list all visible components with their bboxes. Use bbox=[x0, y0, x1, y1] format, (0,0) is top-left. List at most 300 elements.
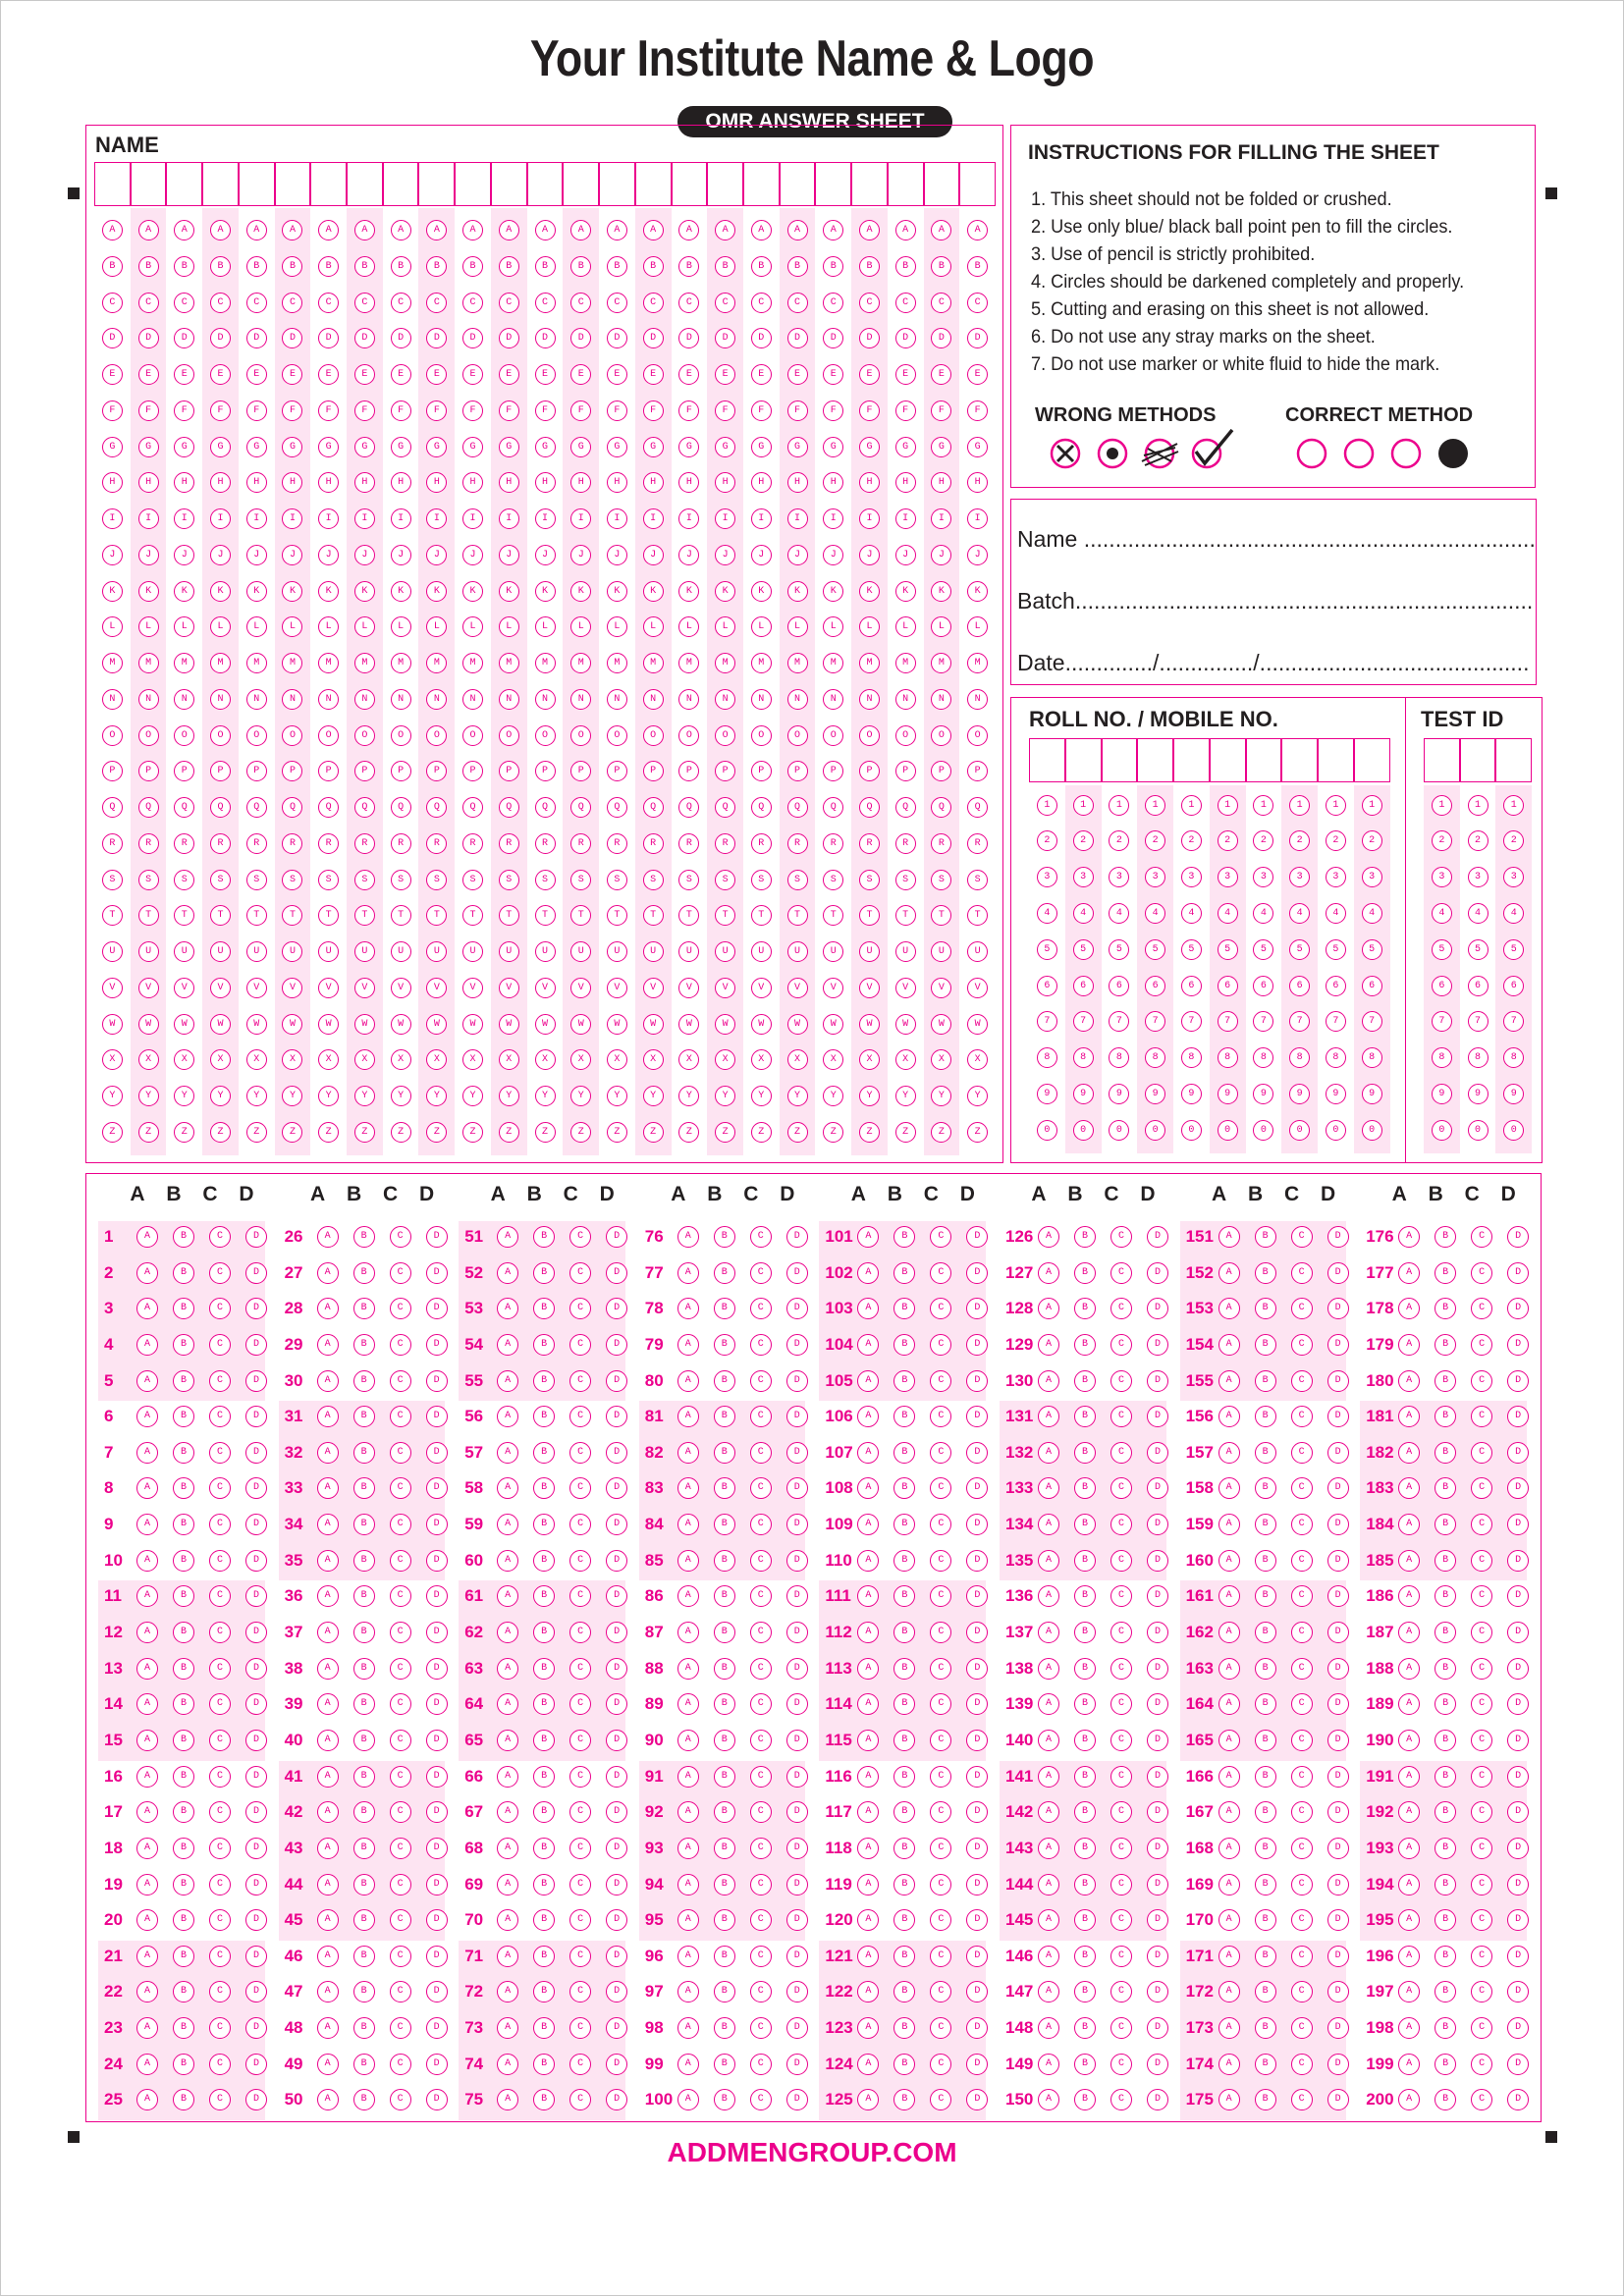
name-bubble-i[interactable]: I bbox=[570, 508, 591, 529]
name-bubble-w[interactable]: W bbox=[715, 1014, 735, 1035]
answer-bubble-a[interactable]: A bbox=[317, 1226, 339, 1248]
test-id-bubble-0[interactable]: 0 bbox=[1468, 1120, 1489, 1141]
answer-bubble-d[interactable]: D bbox=[245, 1226, 267, 1248]
name-bubble-e[interactable]: E bbox=[318, 364, 339, 385]
name-bubble-z[interactable]: Z bbox=[751, 1122, 772, 1143]
name-bubble-c[interactable]: C bbox=[931, 293, 951, 313]
answer-bubble-d[interactable]: D bbox=[1507, 1730, 1529, 1751]
name-fill-line[interactable]: Name ........................................................................ bbox=[1017, 526, 1536, 552]
name-bubble-t[interactable]: T bbox=[138, 905, 159, 926]
name-bubble-q[interactable]: Q bbox=[354, 797, 375, 818]
answer-bubble-d[interactable]: D bbox=[245, 1838, 267, 1859]
answer-bubble-c[interactable]: C bbox=[1110, 1946, 1132, 1967]
name-bubble-w[interactable]: W bbox=[931, 1014, 951, 1035]
roll-bubble-9[interactable]: 9 bbox=[1109, 1084, 1129, 1104]
name-bubble-h[interactable]: H bbox=[859, 472, 880, 493]
name-bubble-r[interactable]: R bbox=[643, 833, 664, 854]
answer-bubble-b[interactable]: B bbox=[893, 1262, 915, 1284]
name-bubble-t[interactable]: T bbox=[715, 905, 735, 926]
name-bubble-p[interactable]: P bbox=[426, 761, 447, 781]
name-bubble-g[interactable]: G bbox=[678, 437, 699, 457]
answer-bubble-a[interactable]: A bbox=[857, 1298, 879, 1319]
answer-bubble-b[interactable]: B bbox=[533, 1981, 555, 2002]
name-bubble-t[interactable]: T bbox=[174, 905, 194, 926]
answer-bubble-a[interactable]: A bbox=[136, 1622, 158, 1643]
roll-bubble-1[interactable]: 1 bbox=[1289, 795, 1310, 816]
answer-bubble-b[interactable]: B bbox=[1255, 1406, 1276, 1427]
answer-bubble-a[interactable]: A bbox=[497, 1262, 518, 1284]
answer-bubble-a[interactable]: A bbox=[317, 1622, 339, 1643]
answer-bubble-c[interactable]: C bbox=[209, 1334, 231, 1356]
name-bubble-f[interactable]: F bbox=[678, 400, 699, 421]
answer-bubble-a[interactable]: A bbox=[857, 1477, 879, 1499]
name-bubble-g[interactable]: G bbox=[282, 437, 302, 457]
answer-bubble-d[interactable]: D bbox=[606, 1442, 627, 1464]
name-bubble-j[interactable]: J bbox=[967, 545, 988, 565]
name-bubble-a[interactable]: A bbox=[823, 220, 843, 240]
name-bubble-h[interactable]: H bbox=[643, 472, 664, 493]
name-bubble-e[interactable]: E bbox=[823, 364, 843, 385]
answer-bubble-c[interactable]: C bbox=[1291, 1406, 1313, 1427]
answer-bubble-b[interactable]: B bbox=[893, 1981, 915, 2002]
answer-bubble-a[interactable]: A bbox=[857, 1334, 879, 1356]
name-bubble-l[interactable]: L bbox=[715, 616, 735, 637]
answer-bubble-b[interactable]: B bbox=[1074, 1298, 1096, 1319]
name-bubble-m[interactable]: M bbox=[751, 653, 772, 673]
answer-bubble-a[interactable]: A bbox=[857, 1730, 879, 1751]
answer-bubble-b[interactable]: B bbox=[1255, 1730, 1276, 1751]
name-bubble-m[interactable]: M bbox=[318, 653, 339, 673]
name-bubble-y[interactable]: Y bbox=[535, 1086, 556, 1106]
name-bubble-m[interactable]: M bbox=[391, 653, 411, 673]
name-bubble-w[interactable]: W bbox=[823, 1014, 843, 1035]
roll-bubble-2[interactable]: 2 bbox=[1326, 830, 1346, 851]
name-bubble-h[interactable]: H bbox=[678, 472, 699, 493]
name-bubble-o[interactable]: O bbox=[318, 725, 339, 746]
name-bubble-i[interactable]: I bbox=[246, 508, 267, 529]
roll-bubble-9[interactable]: 9 bbox=[1145, 1084, 1165, 1104]
name-bubble-v[interactable]: V bbox=[282, 978, 302, 998]
name-bubble-i[interactable]: I bbox=[102, 508, 123, 529]
answer-bubble-d[interactable]: D bbox=[606, 1909, 627, 1931]
name-bubble-m[interactable]: M bbox=[499, 653, 519, 673]
name-bubble-w[interactable]: W bbox=[751, 1014, 772, 1035]
name-bubble-b[interactable]: B bbox=[499, 256, 519, 277]
name-bubble-c[interactable]: C bbox=[607, 293, 627, 313]
answer-bubble-d[interactable]: D bbox=[966, 1874, 988, 1896]
answer-bubble-b[interactable]: B bbox=[173, 1766, 194, 1788]
name-bubble-e[interactable]: E bbox=[607, 364, 627, 385]
answer-bubble-a[interactable]: A bbox=[317, 2054, 339, 2075]
answer-bubble-a[interactable]: A bbox=[317, 1766, 339, 1788]
name-bubble-t[interactable]: T bbox=[535, 905, 556, 926]
answer-bubble-d[interactable]: D bbox=[245, 2017, 267, 2039]
answer-bubble-d[interactable]: D bbox=[786, 1262, 808, 1284]
answer-bubble-b[interactable]: B bbox=[1435, 1801, 1456, 1823]
name-letter-box[interactable] bbox=[563, 162, 599, 206]
answer-bubble-a[interactable]: A bbox=[317, 1298, 339, 1319]
name-bubble-v[interactable]: V bbox=[751, 978, 772, 998]
roll-bubble-7[interactable]: 7 bbox=[1109, 1011, 1129, 1032]
answer-bubble-b[interactable]: B bbox=[714, 1514, 735, 1535]
name-bubble-k[interactable]: K bbox=[859, 581, 880, 602]
answer-bubble-d[interactable]: D bbox=[966, 2017, 988, 2039]
answer-bubble-b[interactable]: B bbox=[1435, 2089, 1456, 2110]
roll-bubble-8[interactable]: 8 bbox=[1253, 1047, 1273, 1068]
name-bubble-f[interactable]: F bbox=[354, 400, 375, 421]
name-bubble-j[interactable]: J bbox=[174, 545, 194, 565]
name-bubble-z[interactable]: Z bbox=[643, 1122, 664, 1143]
answer-bubble-d[interactable]: D bbox=[426, 1585, 448, 1607]
answer-bubble-c[interactable]: C bbox=[1110, 1766, 1132, 1788]
answer-bubble-b[interactable]: B bbox=[1255, 1585, 1276, 1607]
answer-bubble-a[interactable]: A bbox=[1398, 1693, 1420, 1715]
roll-bubble-8[interactable]: 8 bbox=[1326, 1047, 1346, 1068]
name-bubble-o[interactable]: O bbox=[354, 725, 375, 746]
name-letter-box[interactable] bbox=[418, 162, 455, 206]
name-bubble-v[interactable]: V bbox=[570, 978, 591, 998]
roll-digit-box[interactable] bbox=[1246, 738, 1282, 782]
name-letter-box[interactable] bbox=[455, 162, 491, 206]
answer-bubble-a[interactable]: A bbox=[136, 1838, 158, 1859]
name-bubble-l[interactable]: L bbox=[391, 616, 411, 637]
name-bubble-n[interactable]: N bbox=[391, 689, 411, 710]
name-bubble-u[interactable]: U bbox=[678, 941, 699, 962]
answer-bubble-d[interactable]: D bbox=[245, 1477, 267, 1499]
name-bubble-m[interactable]: M bbox=[210, 653, 231, 673]
test-id-bubble-6[interactable]: 6 bbox=[1503, 976, 1524, 996]
answer-bubble-b[interactable]: B bbox=[1435, 1874, 1456, 1896]
name-bubble-a[interactable]: A bbox=[174, 220, 194, 240]
name-bubble-e[interactable]: E bbox=[462, 364, 483, 385]
answer-bubble-b[interactable]: B bbox=[714, 1622, 735, 1643]
name-bubble-c[interactable]: C bbox=[678, 293, 699, 313]
name-bubble-h[interactable]: H bbox=[823, 472, 843, 493]
name-bubble-z[interactable]: Z bbox=[823, 1122, 843, 1143]
answer-bubble-a[interactable]: A bbox=[497, 2017, 518, 2039]
name-bubble-o[interactable]: O bbox=[282, 725, 302, 746]
answer-bubble-a[interactable]: A bbox=[1218, 1585, 1240, 1607]
name-bubble-i[interactable]: I bbox=[895, 508, 916, 529]
roll-bubble-4[interactable]: 4 bbox=[1218, 903, 1238, 924]
name-bubble-x[interactable]: X bbox=[210, 1049, 231, 1070]
answer-bubble-a[interactable]: A bbox=[677, 1477, 699, 1499]
name-bubble-a[interactable]: A bbox=[607, 220, 627, 240]
answer-bubble-c[interactable]: C bbox=[569, 1622, 591, 1643]
answer-bubble-d[interactable]: D bbox=[1507, 1658, 1529, 1680]
answer-bubble-d[interactable]: D bbox=[606, 1766, 627, 1788]
name-bubble-n[interactable]: N bbox=[462, 689, 483, 710]
answer-bubble-a[interactable]: A bbox=[497, 1909, 518, 1931]
roll-bubble-6[interactable]: 6 bbox=[1145, 976, 1165, 996]
name-bubble-h[interactable]: H bbox=[174, 472, 194, 493]
answer-bubble-c[interactable]: C bbox=[1110, 1514, 1132, 1535]
name-bubble-p[interactable]: P bbox=[859, 761, 880, 781]
name-bubble-r[interactable]: R bbox=[535, 833, 556, 854]
answer-bubble-c[interactable]: C bbox=[569, 1658, 591, 1680]
roll-bubble-2[interactable]: 2 bbox=[1037, 830, 1057, 851]
answer-bubble-b[interactable]: B bbox=[893, 1658, 915, 1680]
name-bubble-w[interactable]: W bbox=[967, 1014, 988, 1035]
answer-bubble-c[interactable]: C bbox=[569, 1838, 591, 1859]
test-id-bubble-0[interactable]: 0 bbox=[1432, 1120, 1452, 1141]
answer-bubble-a[interactable]: A bbox=[1218, 2017, 1240, 2039]
name-bubble-v[interactable]: V bbox=[967, 978, 988, 998]
answer-bubble-c[interactable]: C bbox=[209, 1622, 231, 1643]
name-bubble-c[interactable]: C bbox=[643, 293, 664, 313]
answer-bubble-c[interactable]: C bbox=[1291, 1801, 1313, 1823]
answer-bubble-b[interactable]: B bbox=[893, 1477, 915, 1499]
name-bubble-x[interactable]: X bbox=[607, 1049, 627, 1070]
answer-bubble-b[interactable]: B bbox=[1435, 1909, 1456, 1931]
answer-bubble-b[interactable]: B bbox=[714, 1766, 735, 1788]
test-id-bubble-2[interactable]: 2 bbox=[1432, 830, 1452, 851]
answer-bubble-b[interactable]: B bbox=[893, 2017, 915, 2039]
roll-digit-box[interactable] bbox=[1137, 738, 1173, 782]
answer-bubble-d[interactable]: D bbox=[966, 1838, 988, 1859]
answer-bubble-c[interactable]: C bbox=[390, 1442, 411, 1464]
answer-bubble-b[interactable]: B bbox=[353, 2017, 375, 2039]
answer-bubble-d[interactable]: D bbox=[1327, 1622, 1349, 1643]
name-bubble-o[interactable]: O bbox=[895, 725, 916, 746]
name-bubble-u[interactable]: U bbox=[318, 941, 339, 962]
name-bubble-w[interactable]: W bbox=[426, 1014, 447, 1035]
answer-bubble-c[interactable]: C bbox=[930, 1334, 951, 1356]
name-bubble-p[interactable]: P bbox=[895, 761, 916, 781]
answer-bubble-a[interactable]: A bbox=[857, 1874, 879, 1896]
name-bubble-m[interactable]: M bbox=[823, 653, 843, 673]
answer-bubble-c[interactable]: C bbox=[209, 1442, 231, 1464]
answer-bubble-c[interactable]: C bbox=[1471, 2089, 1492, 2110]
answer-bubble-a[interactable]: A bbox=[317, 1262, 339, 1284]
name-bubble-i[interactable]: I bbox=[174, 508, 194, 529]
answer-bubble-b[interactable]: B bbox=[353, 1909, 375, 1931]
roll-digit-box[interactable] bbox=[1210, 738, 1246, 782]
test-id-bubble-1[interactable]: 1 bbox=[1503, 795, 1524, 816]
answer-bubble-b[interactable]: B bbox=[1435, 1442, 1456, 1464]
roll-bubble-0[interactable]: 0 bbox=[1181, 1120, 1202, 1141]
name-bubble-n[interactable]: N bbox=[931, 689, 951, 710]
answer-bubble-b[interactable]: B bbox=[1255, 1766, 1276, 1788]
answer-bubble-d[interactable]: D bbox=[426, 1477, 448, 1499]
name-bubble-a[interactable]: A bbox=[426, 220, 447, 240]
name-letter-box[interactable] bbox=[94, 162, 131, 206]
name-bubble-j[interactable]: J bbox=[138, 545, 159, 565]
answer-bubble-c[interactable]: C bbox=[209, 1585, 231, 1607]
answer-bubble-c[interactable]: C bbox=[1110, 1730, 1132, 1751]
name-bubble-n[interactable]: N bbox=[426, 689, 447, 710]
answer-bubble-c[interactable]: C bbox=[930, 1730, 951, 1751]
answer-bubble-c[interactable]: C bbox=[209, 1766, 231, 1788]
answer-bubble-b[interactable]: B bbox=[1255, 1550, 1276, 1572]
name-bubble-z[interactable]: Z bbox=[967, 1122, 988, 1143]
answer-bubble-b[interactable]: B bbox=[893, 1801, 915, 1823]
answer-bubble-a[interactable]: A bbox=[1398, 1585, 1420, 1607]
answer-bubble-b[interactable]: B bbox=[173, 1442, 194, 1464]
answer-bubble-b[interactable]: B bbox=[893, 1874, 915, 1896]
answer-bubble-a[interactable]: A bbox=[497, 1730, 518, 1751]
answer-bubble-c[interactable]: C bbox=[750, 1909, 772, 1931]
answer-bubble-d[interactable]: D bbox=[606, 1334, 627, 1356]
name-bubble-o[interactable]: O bbox=[499, 725, 519, 746]
answer-bubble-d[interactable]: D bbox=[966, 1801, 988, 1823]
answer-bubble-a[interactable]: A bbox=[677, 1693, 699, 1715]
answer-bubble-a[interactable]: A bbox=[1038, 2054, 1059, 2075]
answer-bubble-a[interactable]: A bbox=[677, 1226, 699, 1248]
answer-bubble-a[interactable]: A bbox=[317, 1477, 339, 1499]
answer-bubble-b[interactable]: B bbox=[1074, 1946, 1096, 1967]
answer-bubble-a[interactable]: A bbox=[857, 1550, 879, 1572]
answer-bubble-c[interactable]: C bbox=[750, 1442, 772, 1464]
name-bubble-j[interactable]: J bbox=[751, 545, 772, 565]
name-bubble-z[interactable]: Z bbox=[246, 1122, 267, 1143]
roll-bubble-6[interactable]: 6 bbox=[1037, 976, 1057, 996]
answer-bubble-d[interactable]: D bbox=[245, 1442, 267, 1464]
answer-bubble-c[interactable]: C bbox=[750, 2054, 772, 2075]
answer-bubble-d[interactable]: D bbox=[1327, 1801, 1349, 1823]
name-bubble-u[interactable]: U bbox=[715, 941, 735, 962]
answer-bubble-d[interactable]: D bbox=[426, 1370, 448, 1392]
answer-bubble-a[interactable]: A bbox=[857, 2017, 879, 2039]
answer-bubble-b[interactable]: B bbox=[893, 1406, 915, 1427]
name-bubble-v[interactable]: V bbox=[462, 978, 483, 998]
answer-bubble-b[interactable]: B bbox=[1074, 2089, 1096, 2110]
name-bubble-v[interactable]: V bbox=[895, 978, 916, 998]
name-bubble-u[interactable]: U bbox=[499, 941, 519, 962]
answer-bubble-d[interactable]: D bbox=[1147, 2089, 1168, 2110]
name-bubble-w[interactable]: W bbox=[499, 1014, 519, 1035]
answer-bubble-c[interactable]: C bbox=[569, 1514, 591, 1535]
answer-bubble-c[interactable]: C bbox=[1110, 1585, 1132, 1607]
name-bubble-p[interactable]: P bbox=[246, 761, 267, 781]
name-bubble-d[interactable]: D bbox=[282, 328, 302, 348]
answer-bubble-c[interactable]: C bbox=[750, 1801, 772, 1823]
answer-bubble-a[interactable]: A bbox=[1038, 1622, 1059, 1643]
answer-bubble-a[interactable]: A bbox=[497, 1370, 518, 1392]
answer-bubble-c[interactable]: C bbox=[209, 1550, 231, 1572]
name-bubble-g[interactable]: G bbox=[607, 437, 627, 457]
answer-bubble-d[interactable]: D bbox=[1327, 2054, 1349, 2075]
answer-bubble-c[interactable]: C bbox=[1471, 1801, 1492, 1823]
answer-bubble-d[interactable]: D bbox=[1327, 1658, 1349, 1680]
roll-bubble-8[interactable]: 8 bbox=[1145, 1047, 1165, 1068]
answer-bubble-b[interactable]: B bbox=[533, 1370, 555, 1392]
answer-bubble-a[interactable]: A bbox=[1398, 2017, 1420, 2039]
name-bubble-e[interactable]: E bbox=[282, 364, 302, 385]
answer-bubble-b[interactable]: B bbox=[1435, 1334, 1456, 1356]
answer-bubble-b[interactable]: B bbox=[893, 1766, 915, 1788]
test-id-bubble-9[interactable]: 9 bbox=[1432, 1084, 1452, 1104]
roll-bubble-2[interactable]: 2 bbox=[1218, 830, 1238, 851]
answer-bubble-b[interactable]: B bbox=[173, 1370, 194, 1392]
name-bubble-t[interactable]: T bbox=[678, 905, 699, 926]
name-bubble-y[interactable]: Y bbox=[895, 1086, 916, 1106]
name-bubble-q[interactable]: Q bbox=[895, 797, 916, 818]
answer-bubble-b[interactable]: B bbox=[893, 1334, 915, 1356]
answer-bubble-a[interactable]: A bbox=[136, 1909, 158, 1931]
answer-bubble-c[interactable]: C bbox=[1291, 1838, 1313, 1859]
roll-bubble-8[interactable]: 8 bbox=[1218, 1047, 1238, 1068]
name-bubble-m[interactable]: M bbox=[931, 653, 951, 673]
name-bubble-q[interactable]: Q bbox=[246, 797, 267, 818]
roll-bubble-3[interactable]: 3 bbox=[1218, 867, 1238, 887]
answer-bubble-b[interactable]: B bbox=[533, 1514, 555, 1535]
name-bubble-b[interactable]: B bbox=[715, 256, 735, 277]
answer-bubble-a[interactable]: A bbox=[317, 1514, 339, 1535]
name-bubble-q[interactable]: Q bbox=[751, 797, 772, 818]
answer-bubble-b[interactable]: B bbox=[893, 1370, 915, 1392]
name-bubble-f[interactable]: F bbox=[318, 400, 339, 421]
name-bubble-h[interactable]: H bbox=[931, 472, 951, 493]
name-bubble-w[interactable]: W bbox=[535, 1014, 556, 1035]
answer-bubble-a[interactable]: A bbox=[1398, 1262, 1420, 1284]
answer-bubble-b[interactable]: B bbox=[173, 1838, 194, 1859]
name-bubble-m[interactable]: M bbox=[462, 653, 483, 673]
name-bubble-l[interactable]: L bbox=[787, 616, 808, 637]
name-bubble-q[interactable]: Q bbox=[499, 797, 519, 818]
answer-bubble-c[interactable]: C bbox=[569, 1334, 591, 1356]
roll-bubble-4[interactable]: 4 bbox=[1289, 903, 1310, 924]
name-bubble-s[interactable]: S bbox=[354, 870, 375, 890]
answer-bubble-c[interactable]: C bbox=[1291, 1658, 1313, 1680]
answer-bubble-a[interactable]: A bbox=[1218, 1981, 1240, 2002]
name-bubble-x[interactable]: X bbox=[895, 1049, 916, 1070]
answer-bubble-b[interactable]: B bbox=[893, 1838, 915, 1859]
answer-bubble-b[interactable]: B bbox=[353, 1226, 375, 1248]
name-bubble-m[interactable]: M bbox=[787, 653, 808, 673]
answer-bubble-b[interactable]: B bbox=[353, 1658, 375, 1680]
answer-bubble-c[interactable]: C bbox=[750, 1766, 772, 1788]
answer-bubble-d[interactable]: D bbox=[786, 1585, 808, 1607]
date-fill-line[interactable]: Date............../.............../........................................... bbox=[1017, 650, 1530, 675]
roll-bubble-6[interactable]: 6 bbox=[1253, 976, 1273, 996]
name-bubble-c[interactable]: C bbox=[570, 293, 591, 313]
answer-bubble-d[interactable]: D bbox=[606, 2017, 627, 2039]
answer-bubble-d[interactable]: D bbox=[1147, 1298, 1168, 1319]
answer-bubble-a[interactable]: A bbox=[677, 1298, 699, 1319]
answer-bubble-b[interactable]: B bbox=[533, 1262, 555, 1284]
name-bubble-v[interactable]: V bbox=[174, 978, 194, 998]
answer-bubble-a[interactable]: A bbox=[677, 1801, 699, 1823]
name-bubble-k[interactable]: K bbox=[931, 581, 951, 602]
name-bubble-r[interactable]: R bbox=[967, 833, 988, 854]
answer-bubble-c[interactable]: C bbox=[569, 1946, 591, 1967]
name-bubble-h[interactable]: H bbox=[787, 472, 808, 493]
name-bubble-f[interactable]: F bbox=[499, 400, 519, 421]
answer-bubble-d[interactable]: D bbox=[786, 1658, 808, 1680]
answer-bubble-b[interactable]: B bbox=[1255, 2089, 1276, 2110]
name-bubble-z[interactable]: Z bbox=[859, 1122, 880, 1143]
name-letter-box[interactable] bbox=[275, 162, 311, 206]
answer-bubble-c[interactable]: C bbox=[209, 1981, 231, 2002]
roll-bubble-1[interactable]: 1 bbox=[1362, 795, 1382, 816]
answer-bubble-d[interactable]: D bbox=[245, 1909, 267, 1931]
answer-bubble-d[interactable]: D bbox=[426, 1693, 448, 1715]
answer-bubble-c[interactable]: C bbox=[209, 1406, 231, 1427]
name-bubble-x[interactable]: X bbox=[715, 1049, 735, 1070]
answer-bubble-a[interactable]: A bbox=[1398, 1946, 1420, 1967]
answer-bubble-b[interactable]: B bbox=[353, 1298, 375, 1319]
answer-bubble-d[interactable]: D bbox=[245, 1514, 267, 1535]
name-bubble-e[interactable]: E bbox=[210, 364, 231, 385]
name-bubble-m[interactable]: M bbox=[426, 653, 447, 673]
name-letter-box[interactable] bbox=[635, 162, 672, 206]
answer-bubble-c[interactable]: C bbox=[750, 1585, 772, 1607]
answer-bubble-d[interactable]: D bbox=[426, 1406, 448, 1427]
answer-bubble-b[interactable]: B bbox=[1074, 1262, 1096, 1284]
name-bubble-o[interactable]: O bbox=[570, 725, 591, 746]
answer-bubble-a[interactable]: A bbox=[1218, 1693, 1240, 1715]
